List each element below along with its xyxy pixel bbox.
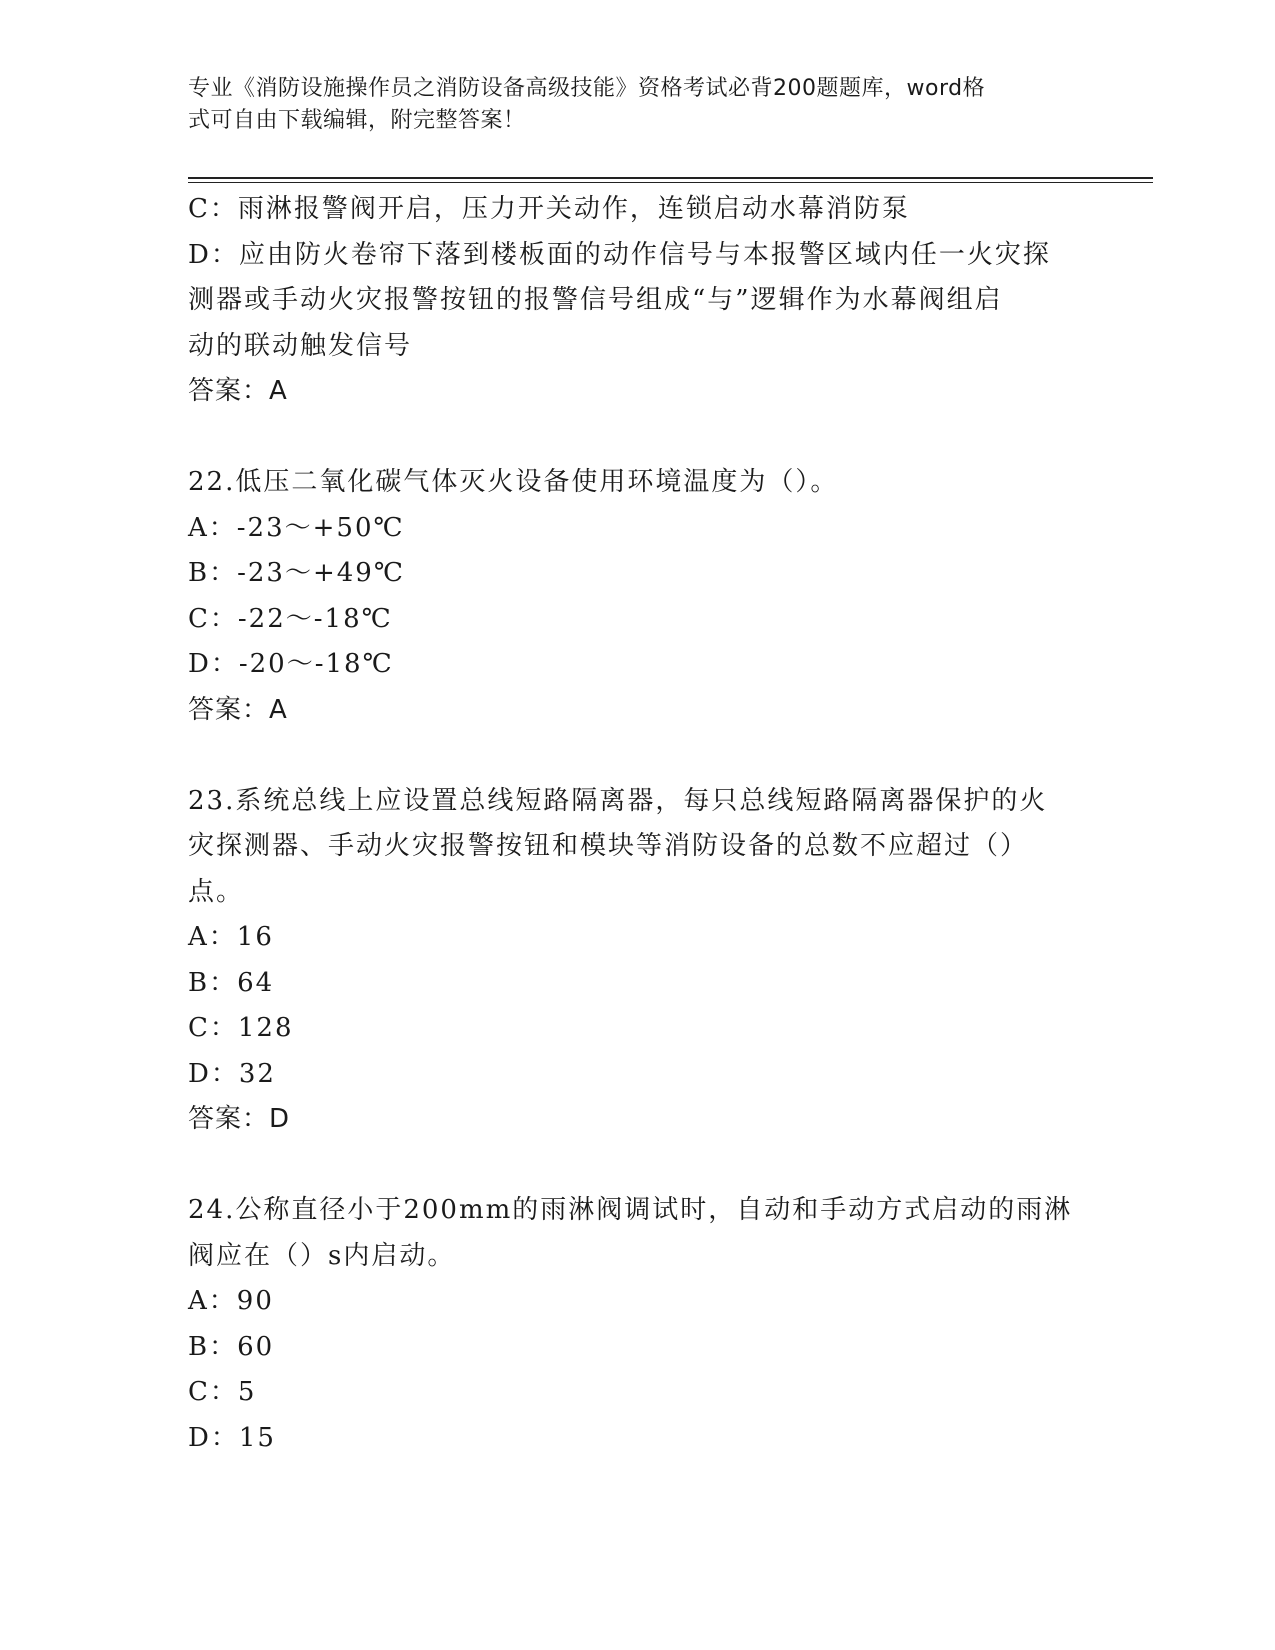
q22-option-d: D：-20～-18℃ bbox=[188, 649, 394, 679]
q23-stem-line-3: 点。 bbox=[188, 876, 245, 907]
header-rule-thin bbox=[188, 182, 1153, 183]
q21-option-d-line-3: 动的联动触发信号 bbox=[188, 330, 413, 361]
q24-option-d: D：15 bbox=[188, 1422, 276, 1453]
spacer bbox=[188, 733, 1088, 779]
q23-option-c: C：128 bbox=[188, 1013, 294, 1043]
q23-stem-line-2: 灾探测器、手动火灾报警按钮和模块等消防设备的总数不应超过（） bbox=[188, 831, 1029, 861]
q23-option-d: D：32 bbox=[188, 1058, 276, 1089]
q24-stem-line-1: 24.公称直径小于200mm的雨淋阀调试时，自动和手动方式启动的雨淋 bbox=[188, 1195, 1073, 1225]
q22-option-a: A：-23～+50℃ bbox=[188, 512, 405, 543]
q23-option-a: A：16 bbox=[188, 922, 274, 952]
question-22-block bbox=[188, 460, 1088, 733]
page-header bbox=[188, 73, 1068, 137]
q24-stem-line-2: 阀应在（）s内启动。 bbox=[188, 1240, 456, 1271]
q23-answer: 答案：D bbox=[188, 1104, 291, 1134]
header-line-1: 专业《消防设施操作员之消防设备高级技能》资格考试必背200题题库，word格 bbox=[188, 76, 986, 101]
spacer bbox=[188, 415, 1088, 461]
q23-option-b: B：64 bbox=[188, 967, 275, 998]
q22-option-b: B：-23～+49℃ bbox=[188, 558, 405, 588]
q21-option-d-line-2: 测器或手动火灾报警按钮的报警信号组成“与”逻辑作为水幕阀组启 bbox=[188, 285, 1003, 315]
question-21-block bbox=[188, 187, 1088, 415]
question-24-block bbox=[188, 1188, 1088, 1461]
q22-answer: 答案：A bbox=[188, 694, 288, 725]
question-content bbox=[188, 187, 1088, 1461]
question-23-block bbox=[188, 779, 1088, 1143]
header-line-2: 式可自由下载编辑，附完整答案！ bbox=[188, 108, 526, 133]
q24-option-c: C：5 bbox=[188, 1377, 257, 1407]
q24-option-b: B：60 bbox=[188, 1331, 275, 1362]
q21-answer: 答案：A bbox=[188, 376, 288, 406]
q22-stem: 22.低压二氧化碳气体灭火设备使用环境温度为（）。 bbox=[188, 467, 839, 497]
q23-stem-line-1: 23.系统总线上应设置总线短路隔离器，每只总线短路隔离器保护的火 bbox=[188, 785, 1048, 816]
header-rule-thick bbox=[188, 177, 1153, 179]
q22-option-c: C：-22～-18℃ bbox=[188, 603, 393, 634]
spacer bbox=[188, 1143, 1088, 1189]
q24-option-a: A：90 bbox=[188, 1286, 274, 1316]
q21-option-c: C：雨淋报警阀开启，压力开关动作，连锁启动水幕消防泵 bbox=[188, 194, 910, 224]
q21-option-d-line-1: D：应由防火卷帘下落到楼板面的动作信号与本报警区域内任一火灾探 bbox=[188, 239, 1051, 270]
